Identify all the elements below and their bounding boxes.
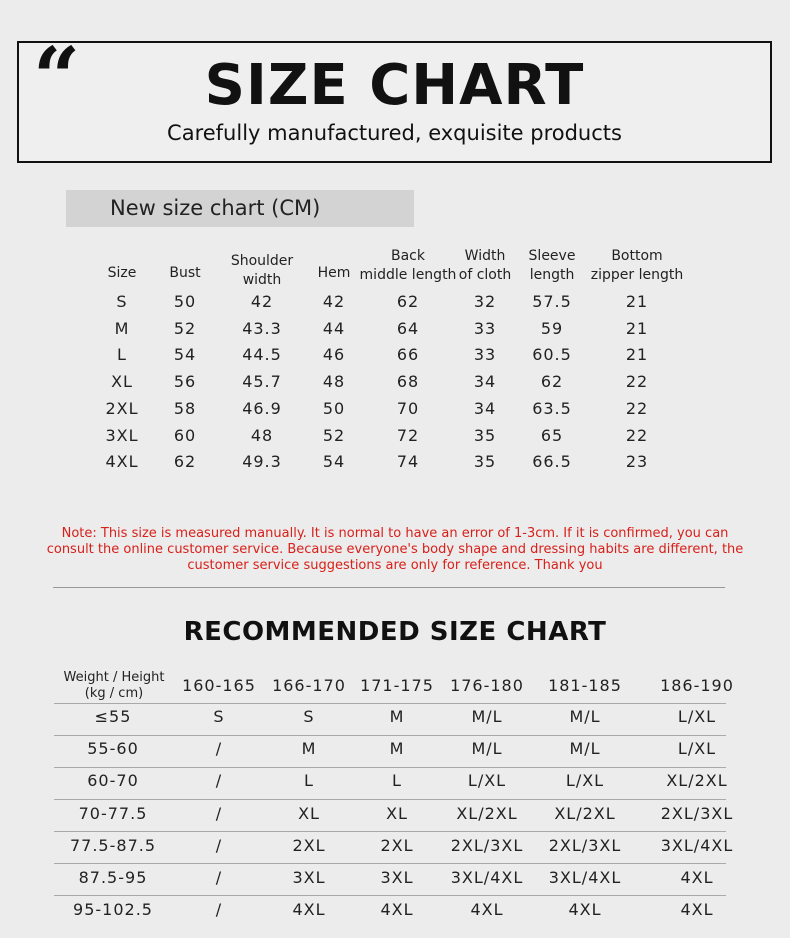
recommended-size-cell: 4XL (568, 900, 602, 919)
table-row-divider (54, 863, 726, 864)
recommended-size-cell: XL (386, 804, 408, 823)
size-chart-cell: 21 (625, 292, 649, 311)
weight-cell: 60-70 (87, 771, 139, 790)
size-chart-cell: 33 (473, 345, 497, 365)
height-header: 186-190 (660, 676, 734, 695)
page-subtitle: Carefully manufactured, exquisite products (167, 121, 622, 145)
recommended-size-cell: M/L (569, 707, 601, 726)
table-row-divider (54, 735, 726, 736)
quote-mark-icon: “ (33, 30, 81, 126)
size-chart-cell: 62 (173, 452, 197, 472)
height-header: 176-180 (450, 676, 524, 695)
size-chart-cell: 22 (625, 398, 649, 418)
recommended-size-cell: 3XL/4XL (548, 868, 622, 887)
recommended-size-cell: 4XL (292, 900, 326, 919)
size-chart-cell: 65 (540, 425, 564, 445)
size-chart-cell: 2XL (105, 398, 139, 418)
size-chart-cell: M (114, 318, 130, 338)
size-chart-cell: 42 (250, 292, 274, 311)
size-chart-cell: 72 (396, 425, 420, 445)
size-chart-label: New size chart (CM) (66, 190, 414, 227)
recommended-size-cell: 4XL (680, 900, 714, 919)
recommended-size-cell: XL (298, 804, 320, 823)
size-chart-cell: 62 (396, 292, 420, 311)
size-chart-cell: 43.3 (242, 318, 282, 338)
recommended-size-cell: / (215, 900, 223, 919)
height-header: 181-185 (548, 676, 622, 695)
size-chart-col-header: Back middle length (359, 248, 457, 283)
weight-cell: 55-60 (87, 739, 139, 758)
weight-cell: 95-102.5 (73, 900, 153, 919)
size-chart-cell: 48 (250, 425, 274, 445)
recommended-size-cell: 3XL/4XL (660, 836, 734, 855)
size-chart-cell: 68 (396, 372, 420, 392)
recommended-size-cell: S (303, 707, 315, 726)
size-chart-cell: 48 (322, 372, 346, 392)
recommended-size-cell: 2XL/3XL (660, 804, 734, 823)
recommended-size-cell: L/XL (677, 739, 717, 758)
size-chart-cell: 62 (540, 372, 564, 392)
size-chart-cell: 46.9 (242, 398, 282, 418)
recommended-size-cell: 3XL/4XL (450, 868, 524, 887)
size-chart-cell: 21 (625, 345, 649, 365)
recommended-size-cell: M (301, 739, 317, 758)
size-chart-cell: 66.5 (532, 452, 572, 472)
recommended-size-cell: 2XL/3XL (450, 836, 524, 855)
recommended-size-cell: 2XL (292, 836, 326, 855)
table-row-divider (54, 895, 726, 896)
size-chart-cell: S (116, 292, 128, 311)
size-chart-cell: 74 (396, 452, 420, 472)
size-chart-col-header: Sleeve length (528, 248, 576, 283)
table-row-divider (54, 799, 726, 800)
size-chart-cell: 21 (625, 318, 649, 338)
size-chart-cell: 70 (396, 398, 420, 418)
recommended-size-cell: / (215, 836, 223, 855)
size-chart-cell: 58 (173, 398, 197, 418)
height-header: 166-170 (272, 676, 346, 695)
size-chart-cell: 32 (473, 292, 497, 311)
recommended-size-cell: / (215, 771, 223, 790)
recommended-size-cell: L/XL (565, 771, 605, 790)
page-title: SIZE CHART (204, 53, 585, 118)
size-chart-cell: 35 (473, 425, 497, 445)
weight-cell: 70-77.5 (78, 804, 148, 823)
size-chart-cell: 50 (322, 398, 346, 418)
header-box (17, 30, 772, 163)
size-chart-cell: 46 (322, 345, 346, 365)
size-chart-cell: 64 (396, 318, 420, 338)
recommended-size-cell: 3XL (292, 868, 326, 887)
size-chart-col-header: Bust (169, 265, 201, 281)
size-chart-cell: 3XL (105, 425, 139, 445)
height-header: 160-165 (182, 676, 256, 695)
size-chart-cell: 22 (625, 372, 649, 392)
size-chart-cell: 34 (473, 372, 497, 392)
size-chart-cell: 34 (473, 398, 497, 418)
size-chart-cell: 50 (173, 292, 197, 311)
recommended-size-cell: S (213, 707, 225, 726)
size-chart-col-header: Bottom zipper length (590, 248, 684, 283)
size-chart-cell: 44.5 (242, 345, 282, 365)
weight-height-header: Weight / Height (kg / cm) (63, 670, 165, 701)
table-row-divider (54, 831, 726, 832)
recommended-size-cell: 3XL (380, 868, 414, 887)
weight-cell: ≤55 (94, 707, 132, 726)
size-chart-col-header: Hem (317, 265, 351, 281)
recommended-size-cell: / (215, 739, 223, 758)
height-header: 171-175 (360, 676, 434, 695)
recommended-size-cell: M (389, 707, 405, 726)
size-chart-col-header: Width of cloth (458, 248, 512, 283)
size-chart-cell: XL (111, 372, 133, 392)
weight-cell: 87.5-95 (78, 868, 148, 887)
recommended-size-cell: XL/2XL (666, 771, 728, 790)
size-chart-cell: 23 (625, 452, 649, 472)
recommended-size-cell: M/L (569, 739, 601, 758)
size-chart-cell: 54 (173, 345, 197, 365)
recommended-size-cell: 2XL (380, 836, 414, 855)
size-chart-cell: 33 (473, 318, 497, 338)
recommended-size-cell: L/XL (677, 707, 717, 726)
size-chart-cell: 63.5 (532, 398, 572, 418)
size-chart-cell: 57.5 (532, 292, 572, 311)
recommended-size-cell: L/XL (467, 771, 507, 790)
recommended-size-cell: 4XL (470, 900, 504, 919)
size-chart-cell: 66 (396, 345, 420, 365)
recommended-title: RECOMMENDED SIZE CHART (183, 617, 607, 647)
recommended-size-cell: XL/2XL (456, 804, 518, 823)
table-row-divider (54, 703, 726, 704)
weight-cell: 77.5-87.5 (69, 836, 157, 855)
size-chart-cell: 52 (173, 318, 197, 338)
size-chart-cell: 49.3 (242, 452, 282, 472)
measurement-note: Note: This size is measured manually. It is normal to have an error of 1-3cm. If it is confirmed, you can consult the online customer service. Because everyone's body shape and dressing habits are different, the customer service suggestions are only for reference. Thank you (46, 526, 744, 573)
recommended-size-cell: L (304, 771, 314, 790)
size-chart-cell: 52 (322, 425, 346, 445)
recommended-size-cell: M/L (471, 707, 503, 726)
size-chart-cell: 45.7 (242, 372, 282, 392)
recommended-size-cell: 2XL/3XL (548, 836, 622, 855)
size-chart-cell: 35 (473, 452, 497, 472)
recommended-size-cell: M/L (471, 739, 503, 758)
size-chart-cell: 60.5 (532, 345, 572, 365)
recommended-size-cell: M (389, 739, 405, 758)
recommended-size-cell: 4XL (380, 900, 414, 919)
size-chart-cell: L (117, 345, 127, 365)
size-chart-cell: 59 (540, 318, 564, 338)
recommended-size-cell: 4XL (680, 868, 714, 887)
size-chart-cell: 54 (322, 452, 346, 472)
size-chart-cell: 22 (625, 425, 649, 445)
recommended-size-cell: / (215, 804, 223, 823)
size-chart-cell: 4XL (105, 452, 139, 472)
size-chart-cell: 60 (173, 425, 197, 445)
size-chart-col-header: Shoulder width (230, 253, 294, 288)
table-row-divider (54, 767, 726, 768)
recommended-size-cell: L (392, 771, 402, 790)
recommended-size-cell: / (215, 868, 223, 887)
size-chart-cell: 44 (322, 318, 346, 338)
size-chart-cell: 56 (173, 372, 197, 392)
size-chart-cell: 42 (322, 292, 346, 311)
size-chart-col-header: Size (107, 265, 137, 281)
section-divider (53, 587, 725, 588)
recommended-size-cell: XL/2XL (554, 804, 616, 823)
